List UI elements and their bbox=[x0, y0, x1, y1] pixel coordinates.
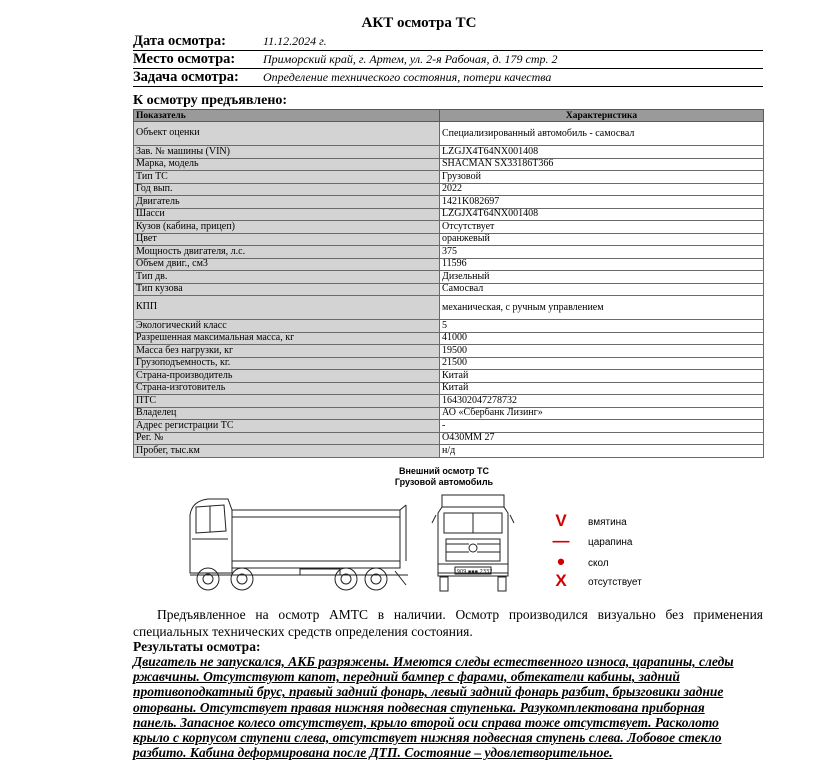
table-row bbox=[134, 158, 764, 171]
meta-label: Дата осмотра: bbox=[133, 33, 226, 49]
cell-value: 11596 bbox=[440, 258, 764, 271]
cell-indicator: Кузов (кабина, прицеп) bbox=[134, 221, 440, 234]
cell-indicator: КПП bbox=[134, 296, 440, 320]
inspection-subtitle: Грузовой автомобиль bbox=[394, 477, 494, 487]
cell-value: н/д bbox=[440, 445, 764, 458]
meta-date bbox=[133, 33, 763, 51]
table-row bbox=[134, 382, 764, 395]
cell-indicator: Зав. № машины (VIN) bbox=[134, 146, 440, 159]
cell-value: 1421K082697 bbox=[440, 196, 764, 209]
table-row bbox=[134, 445, 764, 458]
cell-value: Отсутствует bbox=[440, 221, 764, 234]
table-row bbox=[134, 370, 764, 383]
cell-value: 375 bbox=[440, 246, 764, 259]
column-header: Показатель bbox=[134, 110, 440, 122]
cell-value: Грузовой bbox=[440, 171, 764, 184]
legend-label: царапина bbox=[588, 537, 633, 548]
cell-indicator: Год вып. bbox=[134, 183, 440, 196]
table-row bbox=[134, 407, 764, 420]
spec-table bbox=[133, 109, 764, 458]
table-row bbox=[134, 420, 764, 433]
cell-indicator: Владелец bbox=[134, 407, 440, 420]
cell-indicator: Адрес регистрации ТС bbox=[134, 420, 440, 433]
paragraph-text: Предъявленное на осмотр АМТС в наличии. Осмотр производился визуально без применения специальных технических средств определения состояния. bbox=[133, 607, 763, 639]
missing-icon: X bbox=[555, 571, 567, 590]
meta-task bbox=[133, 69, 763, 87]
results-heading: Результаты осмотра: bbox=[133, 639, 261, 654]
cell-indicator: Страна-изготовитель bbox=[134, 382, 440, 395]
cell-value: 19500 bbox=[440, 345, 764, 358]
cell-value: 164302047278732 bbox=[440, 395, 764, 408]
cell-indicator: Экологический класс bbox=[134, 320, 440, 333]
cell-indicator: Объект оценки bbox=[134, 122, 440, 146]
table-row bbox=[134, 246, 764, 259]
cell-indicator: Разрешенная максимальная масса, кг bbox=[134, 332, 440, 345]
table-row bbox=[134, 357, 764, 370]
cell-indicator: Двигатель bbox=[134, 196, 440, 209]
legend-label: вмятина bbox=[588, 517, 627, 528]
table-row bbox=[134, 233, 764, 246]
cell-indicator: Мощность двигателя, л.с. bbox=[134, 246, 440, 259]
dent-icon: V bbox=[555, 511, 567, 530]
availability-paragraph bbox=[133, 606, 763, 640]
cell-indicator: ПТС bbox=[134, 395, 440, 408]
table-row bbox=[134, 395, 764, 408]
table-row bbox=[134, 296, 764, 320]
cell-indicator: Грузоподъемность, кг. bbox=[134, 357, 440, 370]
meta-label: Место осмотра: bbox=[133, 51, 236, 67]
table-row bbox=[134, 432, 764, 445]
legend-item bbox=[550, 512, 670, 532]
legend-item bbox=[550, 549, 670, 574]
cell-indicator: Рег. № bbox=[134, 432, 440, 445]
cell-indicator: Цвет bbox=[134, 233, 440, 246]
results-text: Двигатель не запускался, АКБ разряжены. Имеются следы естественного износа, царапины, следы ржавчины. Отсутствуют капот, передний бампер с фарами, обтекатели кабины, задний противоподкатный брус, правый задний фонарь, левый задний фонарь разбит, брызговики задние оторваны. Отсутствует правая нижняя подвесная ступенька. Разукомплектована приборная панель. Запасное колесо отсутствует, крыло второй оси справа тоже отсутствует. Расколото крыло с корпусом ступени слева, отсутствует нижняя подвесная ступень слева. Лобовое стекло разбито. Кабина деформирована после ДТП. Состояние – удовлетворительное. bbox=[133, 654, 734, 761]
table-header-row bbox=[134, 110, 764, 122]
cell-value: 2022 bbox=[440, 183, 764, 196]
cell-indicator: Объем двиг., см3 bbox=[134, 258, 440, 271]
cell-indicator: Шасси bbox=[134, 208, 440, 221]
section-title: К осмотру предъявлено: bbox=[133, 93, 288, 108]
cell-value: Специализированный автомобиль - самосвал bbox=[440, 122, 764, 146]
cell-indicator: Тип дв. bbox=[134, 271, 440, 284]
cell-indicator: Страна-производитель bbox=[134, 370, 440, 383]
cell-value: оранжевый bbox=[440, 233, 764, 246]
cell-indicator: Марка, модель bbox=[134, 158, 440, 171]
table-row bbox=[134, 208, 764, 221]
cell-value: LZGJX4T64NX001408 bbox=[440, 208, 764, 221]
cell-value: SHACMAN SX33186T366 bbox=[440, 158, 764, 171]
cell-indicator: Масса без нагрузки, кг bbox=[134, 345, 440, 358]
table-row bbox=[134, 320, 764, 333]
cell-value: LZGJX4T64NX001408 bbox=[440, 146, 764, 159]
cell-value: Китай bbox=[440, 382, 764, 395]
table-row bbox=[134, 221, 764, 234]
plate-text: 1909 ▪▪▪ 2332 bbox=[453, 569, 493, 575]
table-row bbox=[134, 146, 764, 159]
table-row bbox=[134, 271, 764, 284]
cell-value: 21500 bbox=[440, 357, 764, 370]
truck-front-view bbox=[432, 495, 514, 591]
cell-indicator: Пробег, тыс.км bbox=[134, 445, 440, 458]
cell-value: Самосвал bbox=[440, 283, 764, 296]
inspection-heading bbox=[344, 466, 544, 488]
table-row bbox=[134, 332, 764, 345]
table-body bbox=[134, 122, 764, 458]
column-header: Характеристика bbox=[440, 110, 764, 122]
meta-value: Приморский край, г. Артем, ул. 2-я Рабочая, д. 179 стр. 2 bbox=[263, 52, 558, 66]
legend-label: скол bbox=[588, 558, 609, 569]
cell-value: Дизельный bbox=[440, 271, 764, 284]
meta-value: Определение технического состояния, потери качества bbox=[263, 70, 552, 84]
table-row bbox=[134, 283, 764, 296]
cell-value: 5 bbox=[440, 320, 764, 333]
meta-value: 11.12.2024 г. bbox=[263, 34, 327, 48]
table-row bbox=[134, 345, 764, 358]
cell-value: О430ММ 27 bbox=[440, 432, 764, 445]
cell-value: АО «Сбербанк Лизинг» bbox=[440, 407, 764, 420]
legend-label: отсутствует bbox=[588, 577, 642, 588]
cell-value: - bbox=[440, 420, 764, 433]
cell-value: Китай bbox=[440, 370, 764, 383]
cell-value: механическая, с ручным управлением bbox=[440, 296, 764, 320]
inspection-title: Внешний осмотр ТС bbox=[398, 466, 490, 476]
table-row bbox=[134, 196, 764, 209]
table-row bbox=[134, 183, 764, 196]
legend-item bbox=[550, 572, 670, 592]
meta-place bbox=[133, 51, 763, 69]
truck-side-view bbox=[190, 499, 408, 590]
table-row bbox=[134, 171, 764, 184]
cell-indicator: Тип кузова bbox=[134, 283, 440, 296]
meta-label: Задача осмотра: bbox=[133, 69, 239, 85]
truck-diagram bbox=[180, 493, 520, 595]
cell-indicator: Тип ТС bbox=[134, 171, 440, 184]
cell-value: 41000 bbox=[440, 332, 764, 345]
scratch-icon: — bbox=[552, 531, 570, 550]
legend-item bbox=[550, 532, 670, 552]
chip-icon: • bbox=[557, 549, 565, 574]
table-row bbox=[134, 258, 764, 271]
table-row bbox=[134, 122, 764, 146]
document-title: АКТ осмотра ТС bbox=[361, 15, 477, 31]
